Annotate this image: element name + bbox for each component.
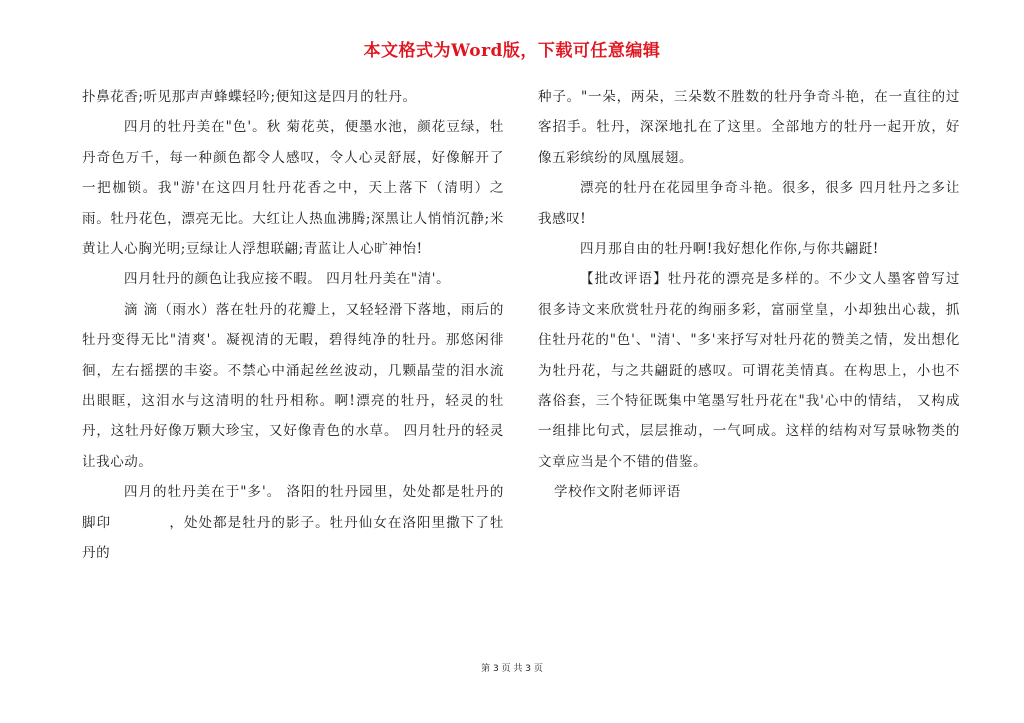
document-header-title: 本文格式为Word版，下载可任意编辑 [363, 41, 661, 61]
paragraph: 四月的牡丹美在"色'。秋 菊花英，便墨水池，颜花豆绿，牡丹奇色万千，每一种颜色都令人感叹，令人心灵舒展，好像解开了一把枷锁。我"游'在这四月牡丹花香之中，天上落下（清明）之 雨。牡丹花色，漂亮无比。大红让人热血沸腾;深黑让人悄悄沉静;米黄让人心胸光明;豆绿让人浮想联翩;青蓝让人心旷神怡! [82, 119, 504, 258]
page-number: 第 3 页 共 3 页 [481, 664, 543, 674]
paragraph: 扑鼻花香;听见那声声蜂蝶轻吟;便知这是四月的牡丹。 [82, 89, 417, 105]
paragraph: 四月那自由的牡丹啊!我好想化作你,与你共翩跹! [580, 241, 879, 258]
closing-caption: 学校作文附老师评语 [554, 484, 681, 501]
paragraph: 四月牡丹的颜色让我应接不暇。 四月牡丹美在"清'。 [124, 271, 451, 288]
paragraph: 漂亮的牡丹在花园里争奇斗艳。很多，很多 四月牡丹之多让我感叹! [538, 180, 960, 227]
teacher-comment-paragraph: 【批改评语】牡丹花的漂亮是多样的。不少文人墨客曾写过很多诗文来欣赏牡丹花的绚丽多彩，富丽堂皇，小却独出心裁，抓住牡丹花的"色'、"清'、"多'来抒写对牡丹花的赞美之情，发出想化为牡丹花，与之共翩跹的感叹。可谓花美情真。在构思上，小也不落俗套，三个特征既集中笔墨写牡丹花在"我'心中的情结， 又构成一组排比句式，层层推动，一气呵成。这样的结构对写景咏物类的文章应当是个不错的借鉴。 [538, 271, 960, 470]
paragraph: 四月的牡丹美在于"多'。 洛阳的牡丹园里，处处都是牡丹的脚印 ，处处都是牡丹的影子。牡丹仙女在洛阳里撒下了牡丹的 [82, 484, 504, 562]
paragraph: 滴 滴（雨水）落在牡丹的花瓣上，又轻轻滑下落地，雨后的牡丹变得无比"清爽'。凝视清的无暇，碧得纯净的牡丹。那悠闲徘徊，左右摇摆的丰姿。不禁心中涌起丝丝波动，几颗晶莹的泪水流出眼眶，这泪水与这清明的牡丹相称。啊!漂亮的牡丹，轻灵的牡丹，这牡丹好像万颗大珍宝，又好像青色的水草。 四月牡丹的轻灵让我心动。 [82, 301, 504, 470]
paragraph: 种子。"一朵，两朵，三朵数不胜数的牡丹争奇斗艳，在一直往的过客招手。牡丹，深深地扎在了这里。全部地方的牡丹一起开放，好像五彩缤纷的凤凰展翅。 [538, 89, 960, 166]
right-text-column [538, 82, 960, 508]
left-text-column [82, 82, 504, 569]
